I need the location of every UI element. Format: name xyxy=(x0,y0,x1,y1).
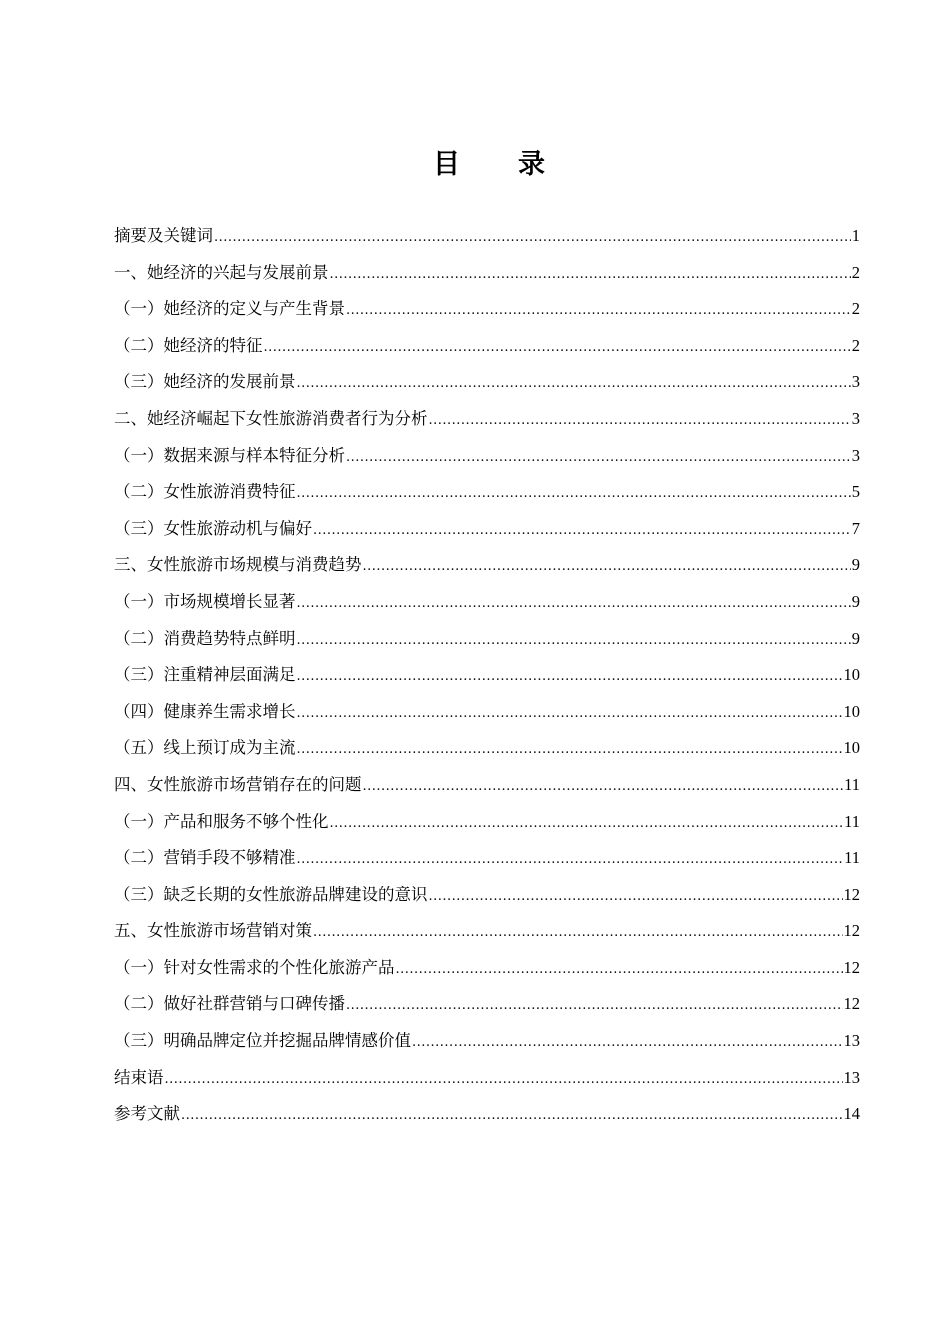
toc-entry-page-number: 11 xyxy=(844,811,860,831)
toc-entry-label: （一）她经济的定义与产生背景 xyxy=(114,299,345,319)
toc-leader-dots xyxy=(181,1102,843,1130)
toc-entry[interactable] xyxy=(114,442,860,479)
toc-entry-page-number: 5 xyxy=(851,482,860,502)
toc-entry-label: 五、女性旅游市场营销对策 xyxy=(114,921,312,941)
toc-entry-page-number: 9 xyxy=(851,628,860,648)
toc-entry-label: （二）营销手段不够精准 xyxy=(114,848,296,868)
toc-entry-page-number: 11 xyxy=(844,774,860,794)
toc-leader-dots xyxy=(297,627,851,655)
toc-entry[interactable] xyxy=(114,661,860,698)
toc-entry-label: 结束语 xyxy=(114,1067,164,1087)
toc-entry[interactable] xyxy=(114,625,860,662)
toc-leader-dots xyxy=(297,700,843,728)
toc-entry-page-number: 1 xyxy=(851,226,860,245)
toc-leader-dots xyxy=(363,553,851,581)
toc-leader-dots xyxy=(297,480,851,508)
toc-leader-dots xyxy=(346,297,851,325)
toc-leader-dots xyxy=(214,224,851,252)
toc-entry[interactable] xyxy=(114,259,860,296)
toc-leader-dots xyxy=(297,846,844,874)
toc-entry-label: 二、她经济崛起下女性旅游消费者行为分析 xyxy=(114,408,428,428)
toc-entry[interactable] xyxy=(114,368,860,405)
toc-entry-page-number: 2 xyxy=(851,299,860,319)
toc-entry-label: （五）线上预订成为主流 xyxy=(114,738,296,758)
toc-leader-dots xyxy=(346,992,843,1020)
toc-entry[interactable] xyxy=(114,734,860,771)
toc-entry-label: （一）市场规模增长显著 xyxy=(114,591,296,611)
toc-entry-label: 摘要及关键词 xyxy=(114,226,213,245)
toc-entry-label: （一）产品和服务不够个性化 xyxy=(114,811,329,831)
toc-entry-page-number: 12 xyxy=(843,921,860,941)
page-title xyxy=(0,142,950,181)
table-of-contents xyxy=(114,222,860,1137)
toc-leader-dots xyxy=(363,773,844,801)
toc-leader-dots xyxy=(412,1029,843,1057)
toc-entry-label: （二）她经济的特征 xyxy=(114,335,263,355)
toc-entry-page-number: 10 xyxy=(843,738,860,758)
toc-entry[interactable] xyxy=(114,588,860,625)
toc-entry[interactable] xyxy=(114,808,860,845)
toc-leader-dots xyxy=(330,810,844,838)
toc-leader-dots xyxy=(313,919,843,947)
toc-entry-page-number: 3 xyxy=(851,372,860,392)
toc-leader-dots xyxy=(429,407,851,435)
toc-entry-page-number: 12 xyxy=(843,994,860,1014)
toc-entry-label: 四、女性旅游市场营销存在的问题 xyxy=(114,774,362,794)
toc-entry-page-number: 7 xyxy=(851,518,860,538)
toc-entry[interactable] xyxy=(114,1064,860,1101)
toc-entry-page-number: 9 xyxy=(851,555,860,575)
toc-entry[interactable] xyxy=(114,405,860,442)
title-char-2: 录 xyxy=(518,149,545,180)
title-char-1: 目 xyxy=(433,149,460,180)
toc-entry-page-number: 10 xyxy=(843,701,860,721)
toc-entry-label: （三）女性旅游动机与偏好 xyxy=(114,518,312,538)
toc-entry[interactable] xyxy=(114,478,860,515)
toc-entry[interactable] xyxy=(114,1027,860,1064)
toc-leader-dots xyxy=(297,590,851,618)
toc-entry-page-number: 10 xyxy=(843,665,860,685)
toc-entry[interactable] xyxy=(114,771,860,808)
toc-entry-label: （三）她经济的发展前景 xyxy=(114,372,296,392)
toc-entry-page-number: 3 xyxy=(851,408,860,428)
toc-entry[interactable] xyxy=(114,332,860,369)
toc-leader-dots xyxy=(330,261,851,289)
toc-leader-dots xyxy=(264,334,851,362)
toc-entry[interactable] xyxy=(114,954,860,991)
toc-entry-label: 三、女性旅游市场规模与消费趋势 xyxy=(114,555,362,575)
toc-entry[interactable] xyxy=(114,844,860,881)
toc-entry[interactable] xyxy=(114,222,860,259)
toc-entry[interactable] xyxy=(114,917,860,954)
toc-leader-dots xyxy=(346,444,851,472)
toc-entry[interactable] xyxy=(114,698,860,735)
toc-entry-page-number: 14 xyxy=(843,1104,860,1124)
toc-leader-dots xyxy=(297,370,851,398)
toc-entry-page-number: 2 xyxy=(851,335,860,355)
toc-entry-page-number: 11 xyxy=(844,848,860,868)
toc-entry[interactable] xyxy=(114,881,860,918)
toc-entry-label: （三）缺乏长期的女性旅游品牌建设的意识 xyxy=(114,884,428,904)
toc-entry[interactable] xyxy=(114,295,860,332)
toc-entry-label: （二）做好社群营销与口碑传播 xyxy=(114,994,345,1014)
toc-leader-dots xyxy=(297,736,843,764)
toc-entry[interactable] xyxy=(114,515,860,552)
toc-entry-label: （三）注重精神层面满足 xyxy=(114,665,296,685)
toc-leader-dots xyxy=(297,663,843,691)
toc-leader-dots xyxy=(313,517,851,545)
toc-entry[interactable] xyxy=(114,551,860,588)
toc-entry[interactable] xyxy=(114,990,860,1027)
toc-entry-label: （一）数据来源与样本特征分析 xyxy=(114,445,345,465)
toc-entry-label: 参考文献 xyxy=(114,1104,180,1124)
toc-entry-label: 一、她经济的兴起与发展前景 xyxy=(114,262,329,282)
toc-leader-dots xyxy=(429,883,843,911)
toc-entry-label: （四）健康养生需求增长 xyxy=(114,701,296,721)
toc-entry-label: （三）明确品牌定位并挖掘品牌情感价值 xyxy=(114,1031,411,1051)
toc-entry-page-number: 13 xyxy=(843,1067,860,1087)
toc-entry-page-number: 13 xyxy=(843,1031,860,1051)
toc-entry-label: （二）消费趋势特点鲜明 xyxy=(114,628,296,648)
toc-entry[interactable] xyxy=(114,1100,860,1137)
toc-entry-page-number: 2 xyxy=(851,262,860,282)
toc-entry-page-number: 12 xyxy=(843,884,860,904)
toc-entry-label: （一）针对女性需求的个性化旅游产品 xyxy=(114,957,395,977)
toc-leader-dots xyxy=(396,956,843,984)
toc-entry-page-number: 12 xyxy=(843,957,860,977)
toc-entry-label: （二）女性旅游消费特征 xyxy=(114,482,296,502)
toc-leader-dots xyxy=(165,1066,843,1094)
toc-entry-page-number: 3 xyxy=(851,445,860,465)
toc-entry-page-number: 9 xyxy=(851,591,860,611)
